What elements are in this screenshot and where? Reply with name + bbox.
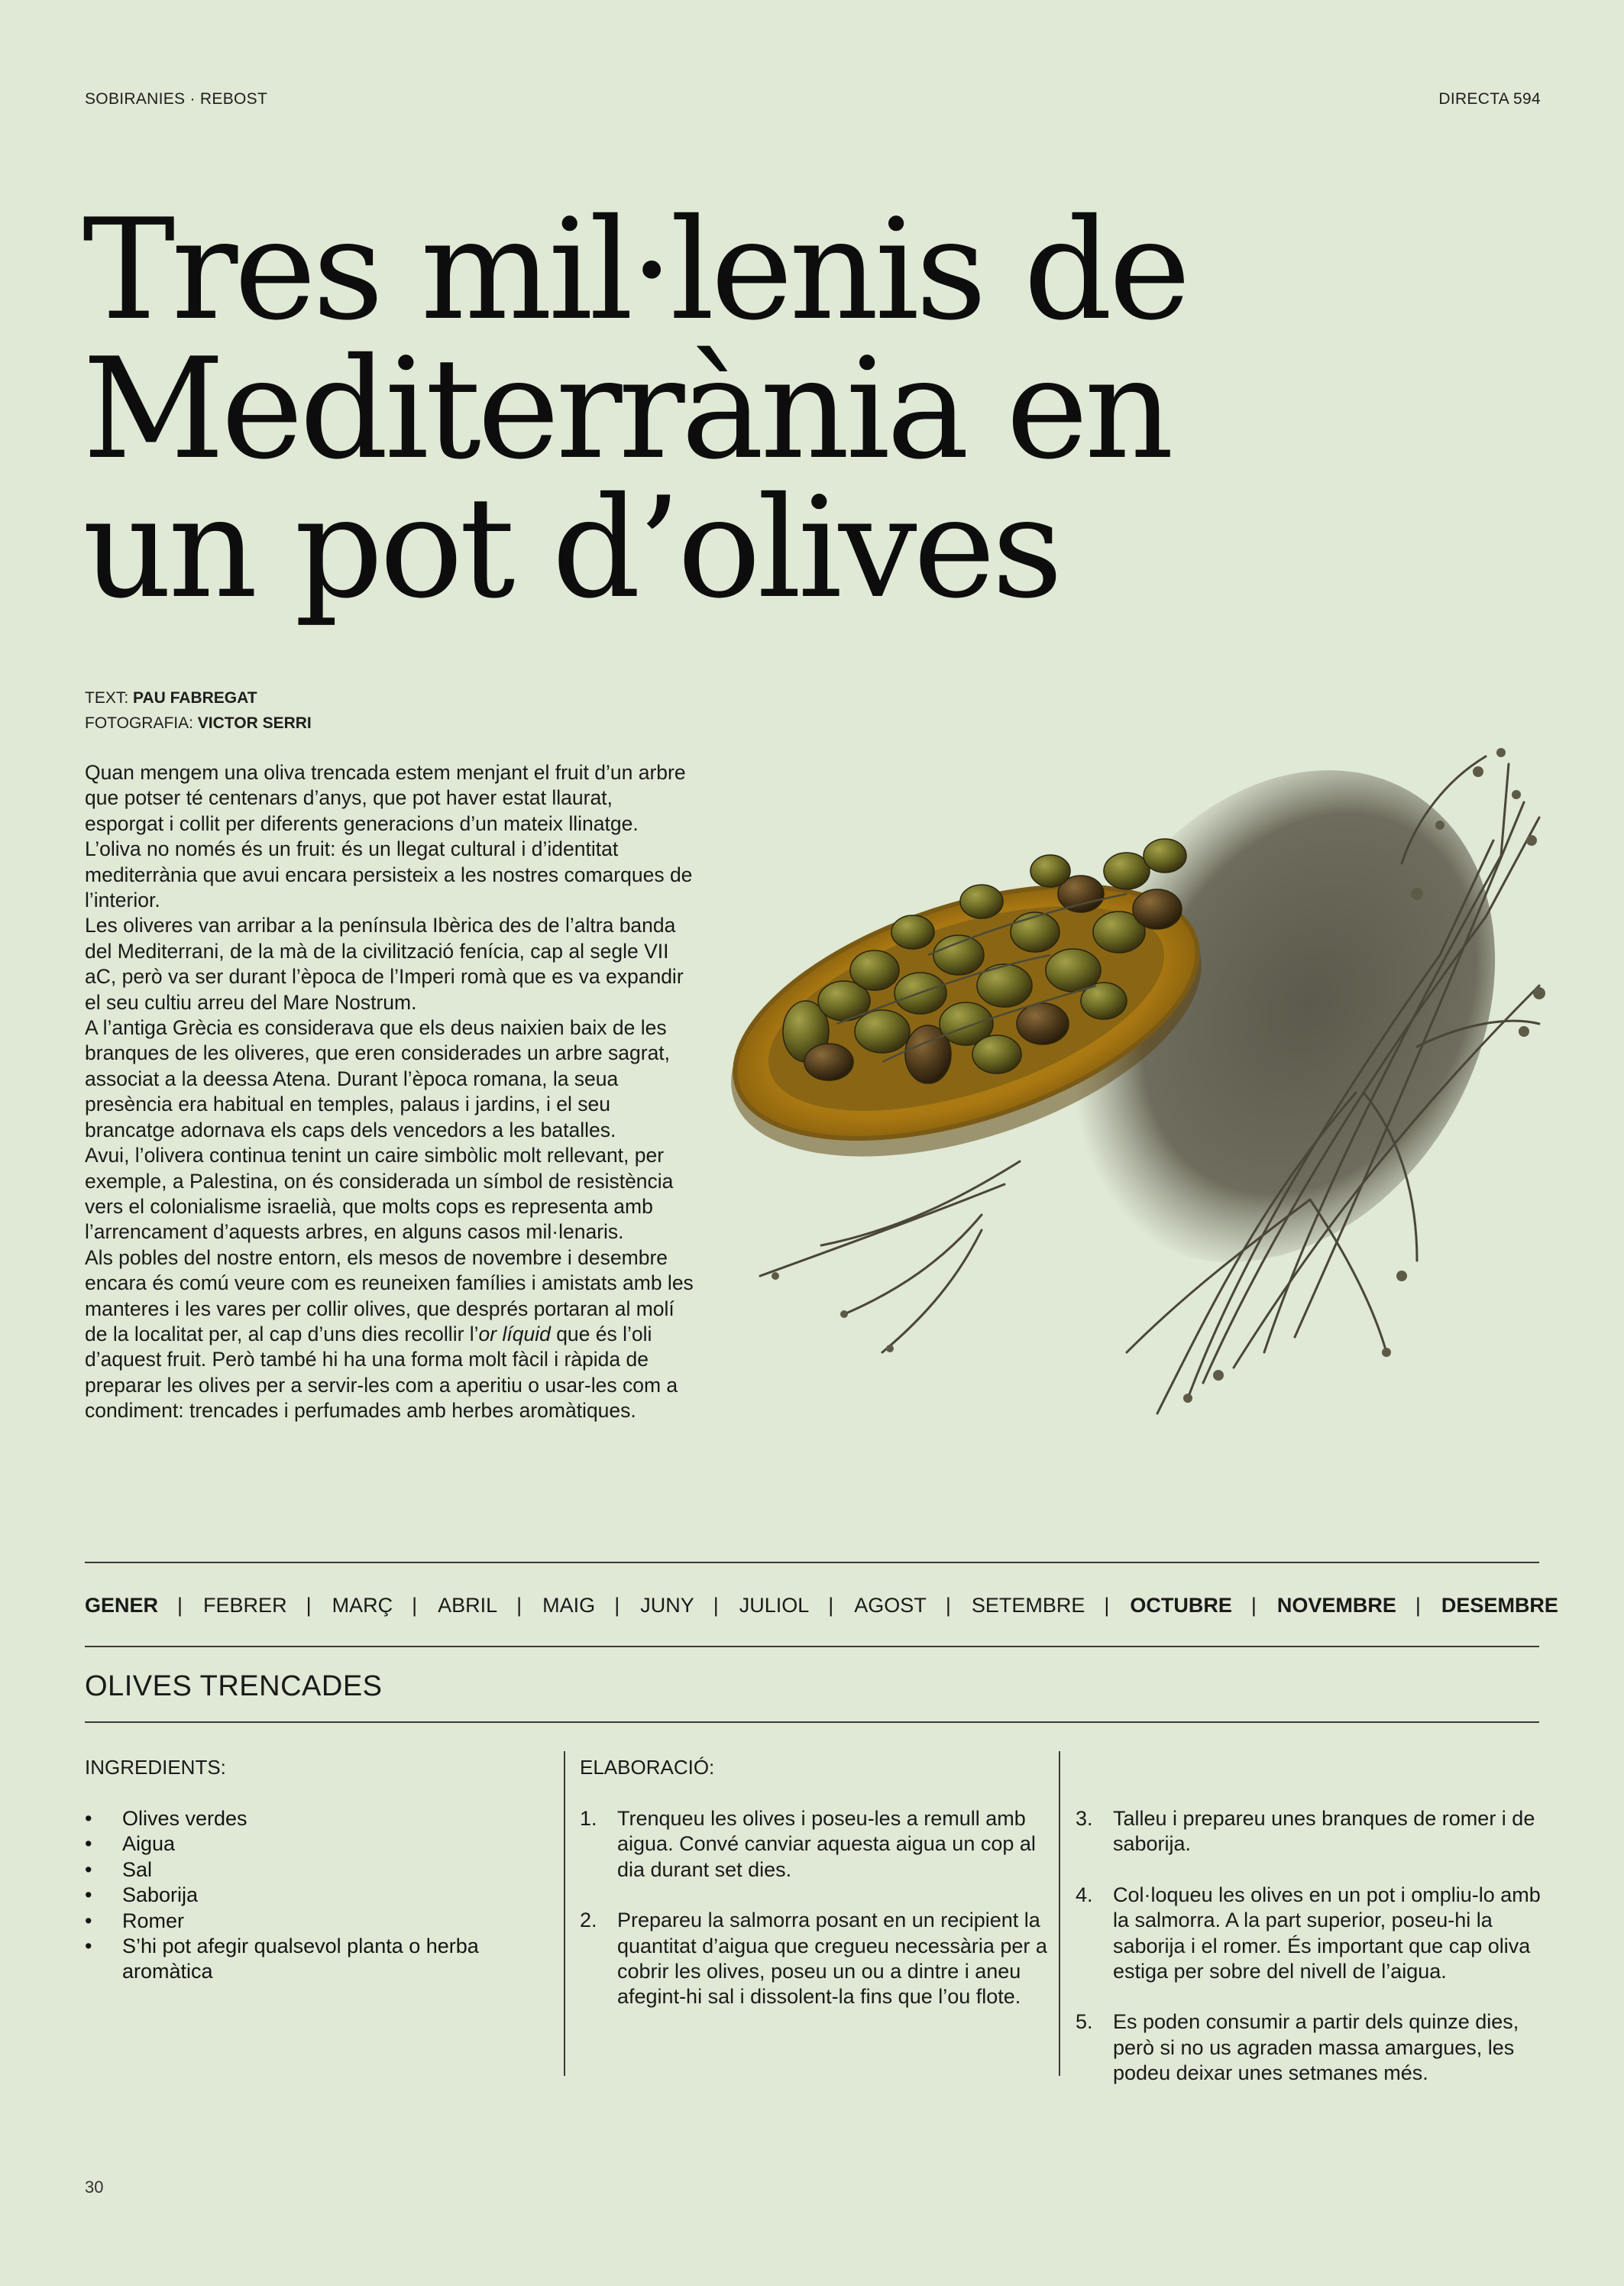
step-text: Es poden consumir a partir dels quinze dies, però si no us agraden massa amargues, les podeu deixar unes setmanes més. [1113, 2010, 1519, 2085]
method-step [580, 1806, 1053, 1883]
month-maig: MAIG [542, 1594, 596, 1617]
divider-middle [85, 1646, 1539, 1647]
step-text: Talleu i prepareu unes branques de romer i de saborija. [1113, 1807, 1535, 1856]
page-number: 30 [85, 2178, 104, 2197]
method-steps-column-2 [1076, 1806, 1549, 2112]
ingredient-item: • Romer [85, 1909, 558, 1934]
body-paragraph: Les oliveres van arribar a la península Ibèrica des de l’altra banda del Mediterrani, de la mà de la civilització fenícia, cap al segle VII aC, però va ser durant l’època de l’Imperi romà que es va expandir el seu cultiu arreu del Mare Nostrum. [85, 914, 684, 1014]
body-paragraph: A l’antiga Grècia es considerava que els deus naixien baix de les branques de les oliveres, que eren considerades un arbre sagrat, associat a la deessa Atena. Durant l’època romana, la seua presència era habitual en temples, palaus i jardins, i el seu brancatge adornava els caps dels vencedors a les batalles. [85, 1016, 671, 1141]
title-line-2: Mediterrània en [82, 328, 1170, 490]
step-text: Col·loqueu les olives en un pot i ompliu-lo amb la salmorra. A la part superior, poseu-hi la saborija i el romer. És important que cap oliva estiga per sobre del nivell de l’aigua. [1113, 1883, 1541, 1983]
month-març: MARÇ [332, 1594, 393, 1617]
credit-photo-label: FOTOGRAFIA: [85, 714, 198, 732]
month-abril: ABRIL [438, 1594, 498, 1617]
month-separator: | [516, 1594, 522, 1617]
ingredient-item: • Olives verdes [85, 1806, 558, 1831]
step-number: 1. [580, 1807, 597, 1830]
month-separator: | [1250, 1594, 1257, 1617]
body-text-run: que és l’oli d’aquest fruit. Però també hi ha una forma molt fàcil i ràpida de preparar les olives per a servir-les com a aperitiu o usar-les com a condiment: trencades i perfumades amb herbes aromàtiques. [85, 1322, 678, 1423]
month-separator: | [614, 1594, 620, 1617]
section-label: SOBIRANIES · REBOST [85, 90, 268, 108]
title-line-1: Tres mil·lenis de [82, 189, 1188, 351]
step-text: Trenqueu les olives i poseu-les a remull amb aigua. Convé canviar aquesta aigua un cop al dia durant set dies. [617, 1807, 1036, 1881]
method-heading: ELABORACIÓ: [580, 1756, 715, 1779]
column-divider [1059, 1751, 1060, 2076]
month-setembre: SETEMBRE [971, 1594, 1085, 1617]
month-separator: | [306, 1594, 312, 1617]
month-febrer: FEBRER [203, 1594, 287, 1617]
body-paragraph [85, 1245, 696, 1424]
credit-text-author: PAU FABREGAT [133, 689, 257, 707]
month-separator: | [945, 1594, 951, 1617]
step-number: 4. [1076, 1883, 1093, 1906]
divider-top [85, 1562, 1539, 1563]
month-agost: AGOST [854, 1594, 927, 1617]
title-line-3: un pot d’olives [82, 467, 1059, 629]
article-title [82, 189, 1228, 629]
month-separator: | [1415, 1594, 1421, 1617]
month-separator: | [177, 1594, 183, 1617]
body-emphasis: or líquid [478, 1322, 551, 1345]
step-number: 5. [1076, 2010, 1093, 2034]
olives-and-herbs-photo [730, 665, 1554, 1459]
method-step [1076, 1806, 1549, 1857]
body-paragraph: Quan mengem una oliva trencada estem menjant el fruit d’un arbre que potser té centenars d’anys, que pot haver estat llaurat, esporgat i collit per diferents generacions d’un mateix llinatge. L’oliva no només és un fruit: és un llegat cultural i d’identitat mediterrània que avui encara persisteix a les nostres comarques de l’interior. [85, 761, 693, 912]
month-separator: | [713, 1594, 719, 1617]
step-text: Prepareu la salmorra posant en un recipient la quantitat d’aigua que cregueu necessària per a cobrir les olives, poseu un ou a dintre i aneu afegint-hi sal i dissolent-la fins que l’ou flote. [617, 1909, 1047, 2009]
text-credit [85, 689, 257, 707]
divider-bottom [85, 1721, 1539, 1723]
method-step [1076, 2009, 1549, 2086]
month-separator: | [1104, 1594, 1110, 1617]
method-steps-column-1 [580, 1806, 1053, 2035]
month-desembre: DESEMBRE [1441, 1594, 1558, 1617]
method-step [1076, 1883, 1549, 1985]
month-separator: | [412, 1594, 418, 1617]
ingredient-item: • Saborija [85, 1883, 558, 1908]
body-paragraph: Avui, l’olivera continua tenint un caire simbòlic molt rellevant, per exemple, a Palestina, on és considerada un símbol de resistència vers el colonialisme israelià, que molts cops es representa amb l’arrencament d’aquests arbres, en alguns casos mil·lenaris. [85, 1144, 674, 1244]
article-body [85, 760, 696, 1424]
body-text-run: Als pobles del nostre entorn, els mesos de novembre i desembre encara és comú veure com es reuneixen famílies i amistats amb les manteres i les vares per collir olives, que després portaran al molí de la localitat per, al cap d’uns dies recollir l’ [85, 1245, 694, 1345]
month-octubre: OCTUBRE [1130, 1594, 1232, 1617]
credit-text-label: TEXT: [85, 689, 134, 707]
month-separator: | [828, 1594, 834, 1617]
column-divider [564, 1751, 565, 2076]
ingredients-list [85, 1806, 558, 1985]
issue-label: DIRECTA 594 [1438, 90, 1541, 108]
step-number: 3. [1076, 1807, 1093, 1830]
ingredient-item: • Sal [85, 1857, 558, 1883]
month-novembre: NOVEMBRE [1276, 1594, 1396, 1617]
ingredient-item: • S’hi pot afegir qualsevol planta o herba aromàtica [85, 1934, 558, 1985]
method-step [580, 1908, 1053, 2010]
season-calendar [85, 1594, 1558, 1617]
month-juliol: JULIOL [739, 1594, 810, 1617]
ingredient-item: • Aigua [85, 1831, 558, 1857]
ingredients-heading: INGREDIENTS: [85, 1756, 226, 1779]
credit-photo-author: VICTOR SERRI [197, 714, 312, 732]
month-juny: JUNY [640, 1594, 694, 1617]
photo-credit [85, 714, 312, 733]
step-number: 2. [580, 1909, 597, 1932]
month-gener: GENER [85, 1594, 159, 1617]
recipe-title: OLIVES TRENCADES [85, 1670, 383, 1702]
